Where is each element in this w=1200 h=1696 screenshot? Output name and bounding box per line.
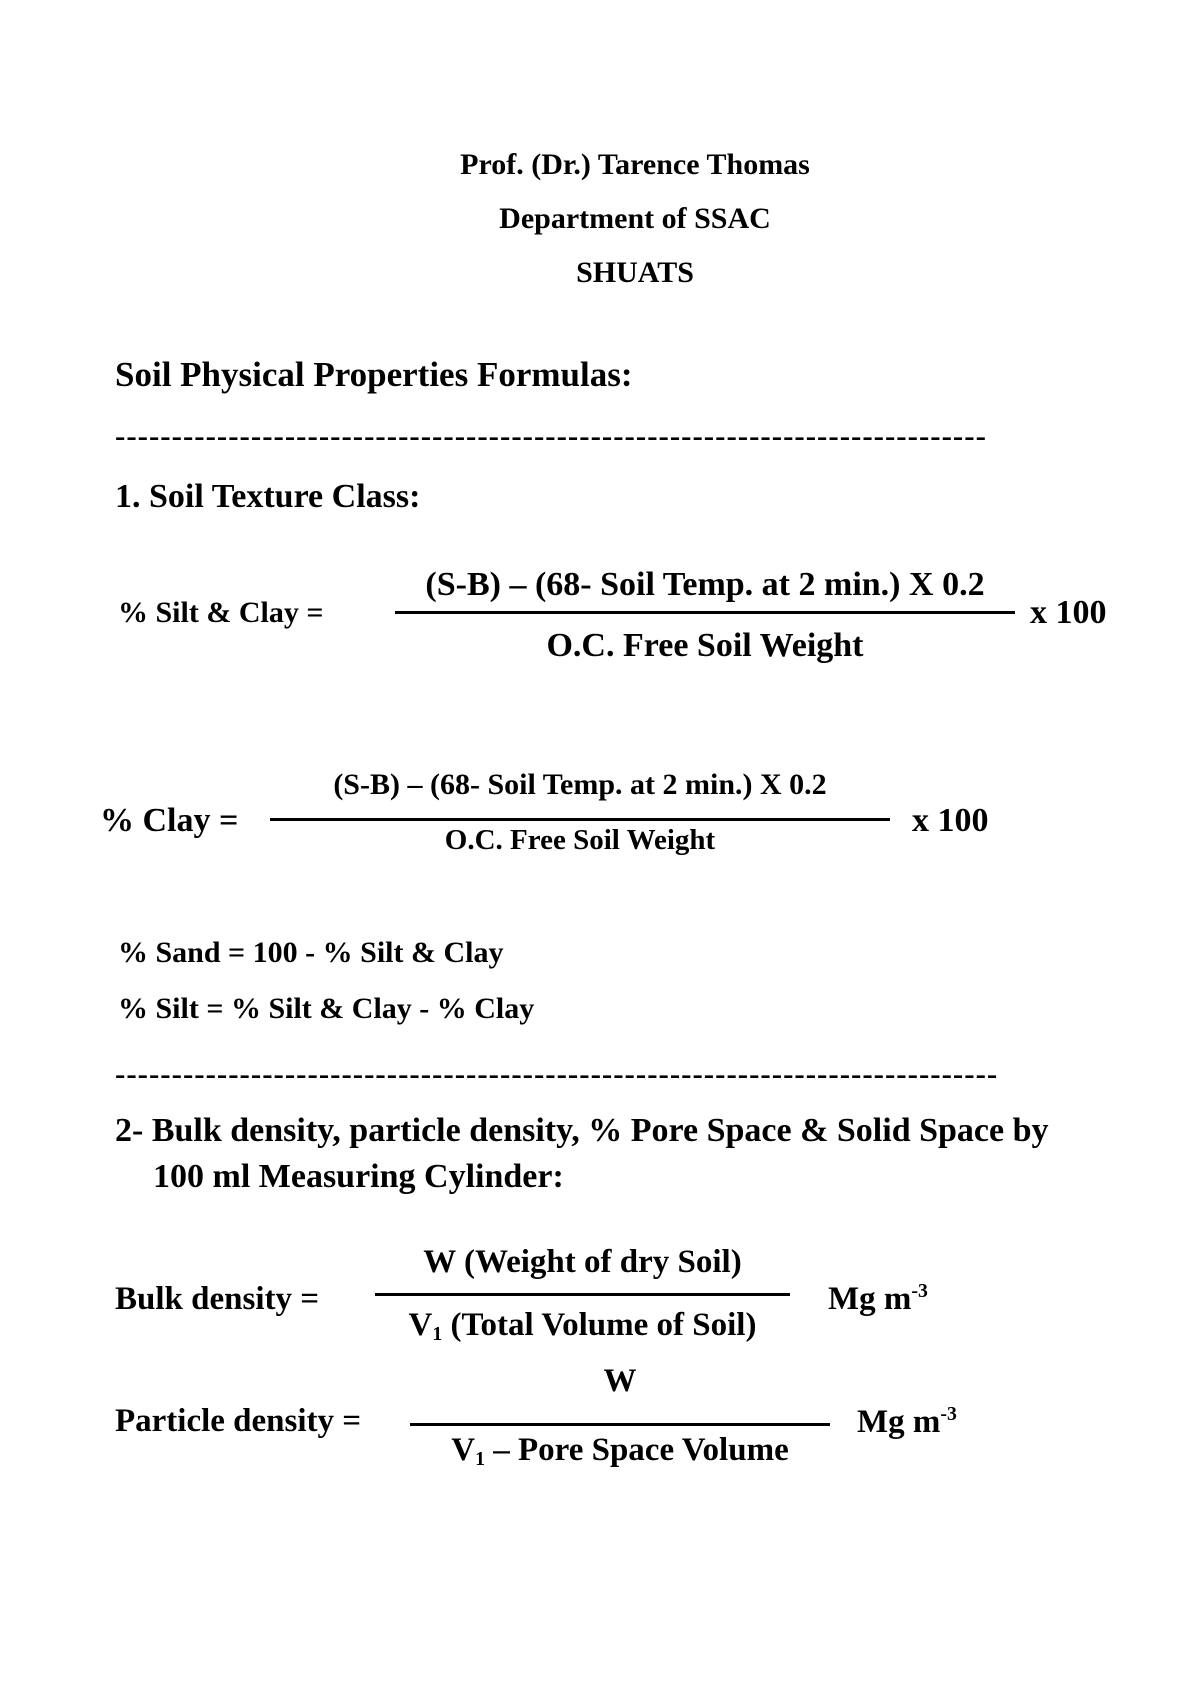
fraction-bar xyxy=(270,818,890,821)
bulk-density-lhs: Bulk density = xyxy=(115,1281,320,1317)
bulk-density-denominator: $V_1$ (Total Volume of Soil) xyxy=(408,1307,757,1345)
section-2-heading-cont: 100 ml Measuring Cylinder: xyxy=(153,1158,564,1195)
particle-density-lhs: Particle density = xyxy=(115,1403,362,1439)
particle-density-denominator: $V_1$ – Pore Space Volume xyxy=(451,1432,789,1470)
department-name: Department of SSAC xyxy=(499,202,771,235)
institution-name: SHUATS xyxy=(576,256,694,289)
section-2-heading: 2- Bulk density, particle density, % Pore Space & Solid Space by xyxy=(115,1112,1049,1149)
document-title: Soil Physical Properties Formulas: xyxy=(115,355,633,394)
clay-lhs: % Clay = xyxy=(100,802,239,839)
clay-multiplier: x 100 xyxy=(912,802,989,839)
fraction-bar xyxy=(395,611,1015,614)
fraction-bar xyxy=(375,1293,790,1296)
silt-clay-numerator: (S-B) – (68- Soil Temp. at 2 min.) X 0.2 xyxy=(425,566,985,603)
particle-density-numerator: W xyxy=(603,1363,637,1399)
separator-line: ------------------------------------------------------------------------------ xyxy=(115,1056,999,1091)
particle-density-unit: Mg $m^{-3}$ xyxy=(857,1403,957,1440)
bulk-density-numerator: W (Weight of dry Soil) xyxy=(423,1244,742,1280)
silt-clay-denominator: O.C. Free Soil Weight xyxy=(546,627,864,664)
separator-line: ----------------------------------------------------------------------------- xyxy=(115,418,987,453)
silt-clay-lhs: % Silt & Clay = xyxy=(118,596,324,629)
silt-clay-multiplier: x 100 xyxy=(1030,594,1107,631)
author-name: Prof. (Dr.) Tarence Thomas xyxy=(460,148,810,181)
clay-denominator: O.C. Free Soil Weight xyxy=(444,824,716,856)
bulk-density-unit: Mg $m^{-3}$ xyxy=(828,1280,928,1317)
section-1-heading: 1. Soil Texture Class: xyxy=(115,478,421,515)
fraction-bar xyxy=(410,1423,830,1426)
silt-formula: % Silt = % Silt & Clay - % Clay xyxy=(118,992,535,1025)
sand-formula: % Sand = 100 - % Silt & Clay xyxy=(118,936,504,969)
clay-numerator: (S-B) – (68- Soil Temp. at 2 min.) X 0.2 xyxy=(333,768,827,801)
